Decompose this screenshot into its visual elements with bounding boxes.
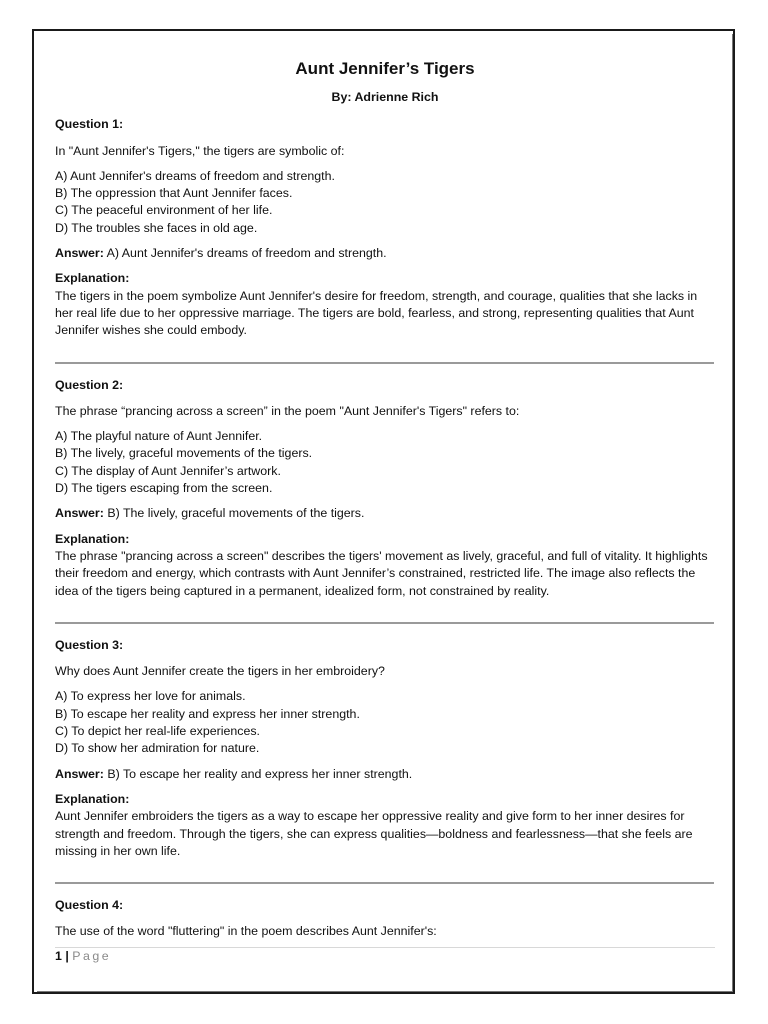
document-author: By: Adrienne Rich [331,90,439,104]
question-block-4 [55,897,715,941]
question-block-3 [55,637,715,860]
footer-separator: | [61,949,73,963]
option-b: B) The oppression that Aunt Jennifer faces. [55,186,293,201]
answer-text: B) The lively, graceful movements of the tigers. [103,506,365,521]
section-divider [55,362,714,364]
page-number: 1 [55,949,62,963]
answer-label: Answer: [55,766,104,781]
question-label: Question 1: [55,117,124,132]
question-label: Question 4: [55,898,124,913]
option-a: A) Aunt Jennifer's dreams of freedom and strength. [55,168,335,183]
page-footer [55,949,111,963]
question-text: In "Aunt Jennifer's Tigers," the tigers are symbolic of: [55,143,345,158]
question-text: The use of the word "fluttering" in the poem describes Aunt Jennifer's: [55,924,437,939]
option-a: A) To express her love for animals. [55,689,246,704]
question-block-1 [55,116,715,339]
option-d: D) The troubles she faces in old age. [55,220,258,235]
question-text: Why does Aunt Jennifer create the tigers in her embroidery? [55,664,385,679]
document-body [55,58,715,941]
explanation-label: Explanation: [55,531,130,546]
option-a: A) The playful nature of Aunt Jennifer. [55,429,263,444]
option-b: B) The lively, graceful movements of the tigers. [55,446,313,461]
answer-line [55,505,715,522]
answer-text: A) Aunt Jennifer's dreams of freedom and strength. [103,246,387,261]
option-b: B) To escape her reality and express her inner strength. [55,706,360,721]
options-list [55,428,715,497]
option-c: C) The display of Aunt Jennifer’s artwork. [55,463,281,478]
options-list [55,168,715,237]
option-c: C) To depict her real-life experiences. [55,724,261,739]
question-block-2 [55,377,715,600]
question-label: Question 2: [55,377,124,392]
answer-label: Answer: [55,246,104,261]
option-d: D) To show her admiration for nature. [55,741,260,756]
section-divider [55,882,714,884]
document-title: Aunt Jennifer’s Tigers [295,59,475,78]
section-divider [55,622,714,624]
explanation-label: Explanation: [55,791,130,806]
explanation-label: Explanation: [55,271,130,286]
answer-label: Answer: [55,506,104,521]
answer-text: B) To escape her reality and express her inner strength. [103,766,413,781]
explanation-text: Aunt Jennifer embroiders the tigers as a way to escape her oppressive reality and give form to her inner desires for strength and freedom. Through the tigers, she can express qualities—boldness and fearlessness—that she feels are missing in her own life. [55,809,693,858]
footer-rule [55,947,715,948]
question-text: The phrase “prancing across a screen” in the poem "Aunt Jennifer's Tigers" refers to: [55,403,520,418]
answer-line [55,766,715,783]
explanation-text: The phrase "prancing across a screen" describes the tigers' movement as lively, graceful, and full of vitality. It highlights their freedom and energy, which contrasts with Aunt Jennifer’s constrained, restricted life. The image also reflects the idea of the tigers being captured in a permanent, idealized form, not constrained by reality. [55,548,708,598]
option-d: D) The tigers escaping from the screen. [55,481,273,496]
answer-line [55,245,715,262]
page-word: Page [72,949,112,963]
explanation-text: The tigers in the poem symbolize Aunt Jennifer's desire for freedom, strength, and courage, qualities that she lacks in her real life due to her oppressive marriage. The tigers are bold, fearless, and strong, representing qualities that Aunt Jennifer wishes she could embody. [55,288,698,338]
question-label: Question 3: [55,637,124,652]
options-list [55,688,715,757]
option-c: C) The peaceful environment of her life. [55,203,273,218]
